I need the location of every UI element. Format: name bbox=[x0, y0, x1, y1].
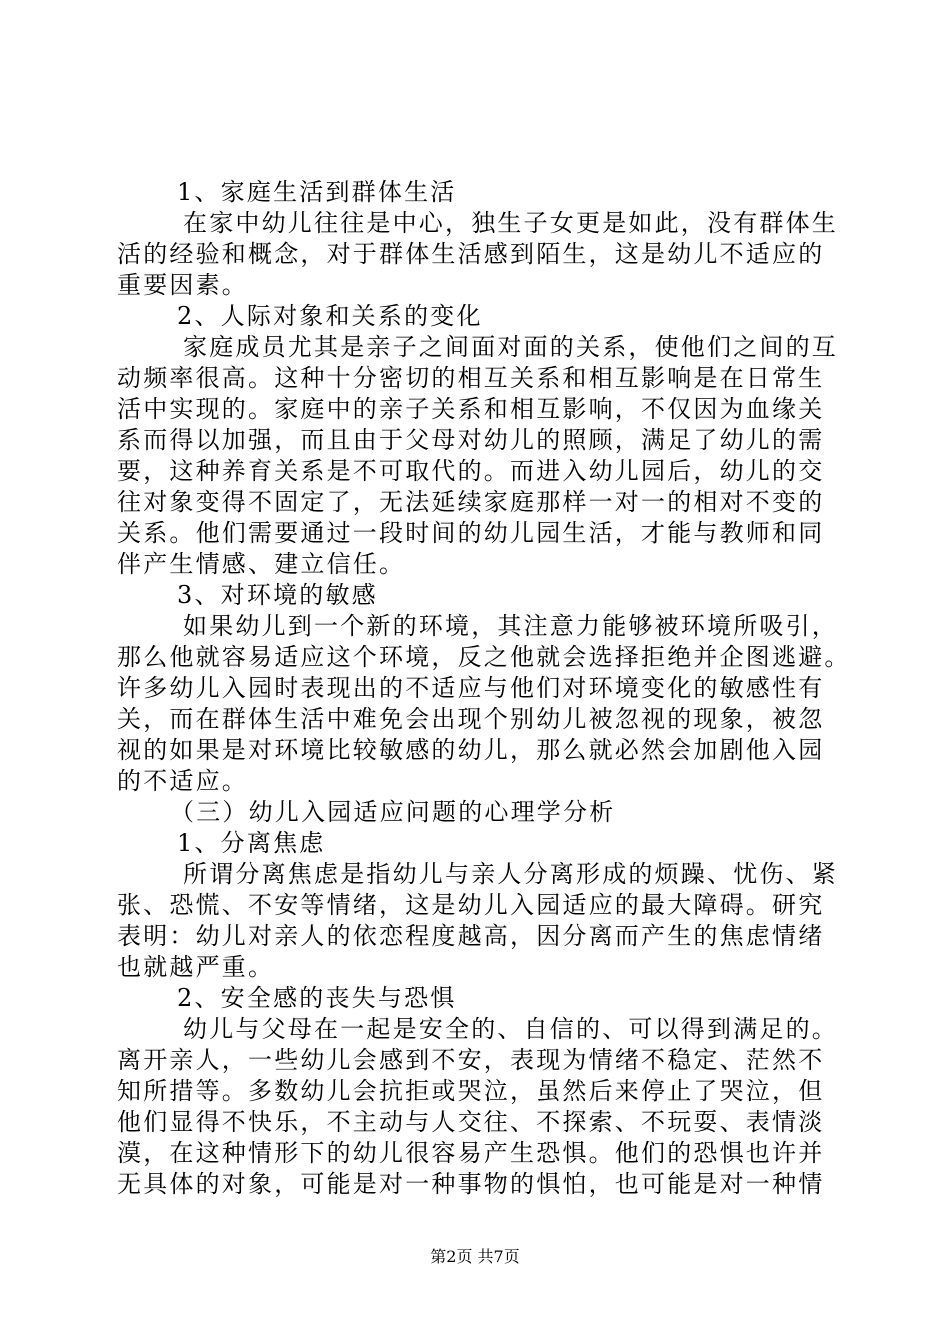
paragraph-line: 重要因素。 bbox=[117, 271, 248, 299]
paragraph-line: 许多幼儿入园时表现出的不适应与他们对环境变化的敏感性有 bbox=[117, 674, 825, 702]
heading-relationship-change: 2、人际对象和关系的变化 bbox=[177, 302, 483, 330]
paragraph-line: 他们显得不快乐，不主动与人交往、不探索、不玩耍、表情淡 bbox=[117, 1108, 825, 1136]
heading-environment-sensitivity: 3、对环境的敏感 bbox=[177, 581, 378, 609]
section-heading-psychology-analysis: （三）幼儿入园适应问题的心理学分析 bbox=[170, 798, 616, 826]
paragraph-line: 所谓分离焦虑是指幼儿与亲人分离形成的烦躁、忧伤、紧 bbox=[183, 860, 838, 888]
paragraph-line: 关，而在群体生活中难免会出现个别幼儿被忽视的现象，被忽 bbox=[117, 705, 825, 733]
paragraph-line: 活的经验和概念，对于群体生活感到陌生，这是幼儿不适应的 bbox=[117, 240, 825, 268]
paragraph-line: 活中实现的。家庭中的亲子关系和相互影响，不仅因为血缘关 bbox=[117, 395, 825, 423]
heading-separation-anxiety: 1、分离焦虑 bbox=[177, 829, 326, 857]
paragraph-line: 无具体的对象，可能是对一种事物的惧怕，也可能是对一种情 bbox=[117, 1170, 825, 1198]
page-footer bbox=[0, 1247, 950, 1267]
paragraph-line: 离开亲人，一些幼儿会感到不安，表现为情绪不稳定、茫然不 bbox=[117, 1046, 825, 1074]
paragraph-line: 那么他就容易适应这个环境，反之他就会选择拒绝并企图逃避。 bbox=[117, 643, 851, 671]
page-indicator: 第2页 共7页 bbox=[430, 1247, 520, 1266]
paragraph-line: 要，这种养育关系是不可取代的。而进入幼儿园后，幼儿的交 bbox=[117, 457, 825, 485]
paragraph-line: 在家中幼儿往往是中心，独生子女更是如此，没有群体生 bbox=[183, 209, 838, 237]
paragraph-line: 张、恐慌、不安等情绪，这是幼儿入园适应的最大障碍。研究 bbox=[117, 891, 825, 919]
paragraph-line: 漠，在这种情形下的幼儿很容易产生恐惧。他们的恐惧也许并 bbox=[117, 1139, 825, 1167]
paragraph-line: 伴产生情感、建立信任。 bbox=[117, 550, 406, 578]
paragraph-line: 系而得以加强，而且由于父母对幼儿的照顾，满足了幼儿的需 bbox=[117, 426, 825, 454]
paragraph-line: 往对象变得不固定了，无法延续家庭那样一对一的相对不变的 bbox=[117, 488, 825, 516]
paragraph-line: 也就越严重。 bbox=[117, 953, 275, 981]
paragraph-line: 幼儿与父母在一起是安全的、自信的、可以得到满足的。 bbox=[183, 1015, 838, 1043]
paragraph-line: 视的如果是对环境比较敏感的幼儿，那么就必然会加剧他入园 bbox=[117, 736, 825, 764]
paragraph-line: 的不适应。 bbox=[117, 767, 248, 795]
paragraph-line: 知所措等。多数幼儿会抗拒或哭泣，虽然后来停止了哭泣，但 bbox=[117, 1077, 825, 1105]
heading-loss-of-security: 2、安全感的丧失与恐惧 bbox=[177, 984, 457, 1012]
paragraph-line: 关系。他们需要通过一段时间的幼儿园生活，才能与教师和同 bbox=[117, 519, 825, 547]
paragraph-line: 表明：幼儿对亲人的依恋程度越高，因分离而产生的焦虑情绪 bbox=[117, 922, 825, 950]
paragraph-line: 家庭成员尤其是亲子之间面对面的关系，使他们之间的互 bbox=[183, 333, 838, 361]
paragraph-line: 动频率很高。这种十分密切的相互关系和相互影响是在日常生 bbox=[117, 364, 825, 392]
paragraph-line: 如果幼儿到一个新的环境，其注意力能够被环境所吸引， bbox=[183, 612, 838, 640]
heading-family-to-group: 1、家庭生活到群体生活 bbox=[177, 178, 457, 206]
